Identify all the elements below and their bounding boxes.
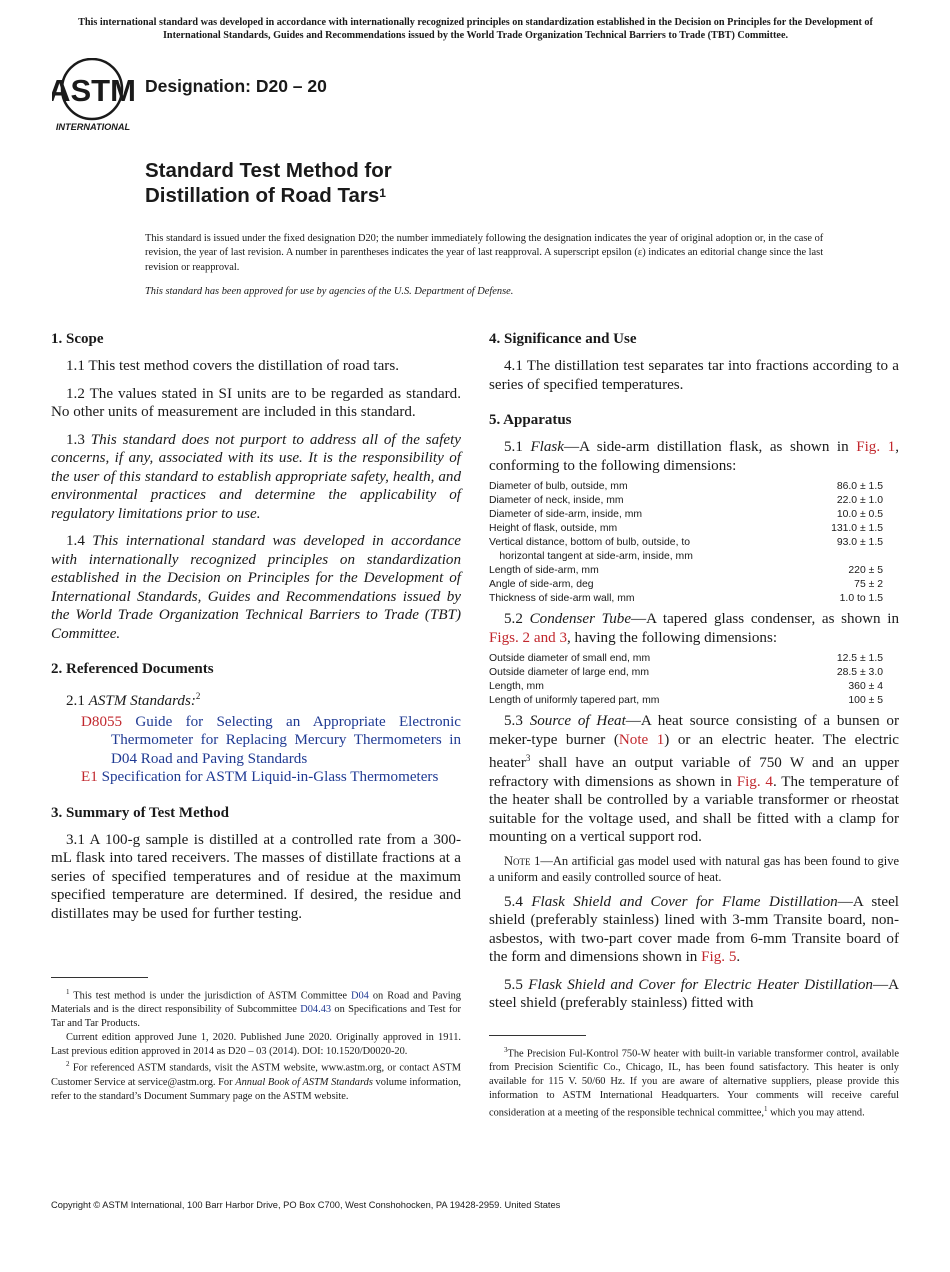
- footnote-1-edition: Current edition approved June 1, 2020. Published June 2020. Originally approved in 1911. Last previous edition approved in 2014 as D20 – 03 (2014). DOI: 10.1520/D0020-20.: [51, 1031, 461, 1057]
- fig-4-link[interactable]: Fig. 4: [736, 773, 773, 790]
- paragraph: 4.1 The distillation test separates tar into fractions according to a series of specified temperatures.: [489, 358, 899, 393]
- paragraph: 1.3 This standard does not purport to address all of the safety concerns, if any, associated with its use. It is the responsibility of the user of this standard to establish appropriate safety, health, and environmental practices and determine the applicability of regulatory limitations prior to use.: [51, 431, 461, 522]
- note-1-link[interactable]: Note 1: [618, 731, 665, 748]
- dimension-row: [489, 508, 899, 522]
- section-scope: [51, 330, 461, 643]
- dimension-value: 220 ± 5: [848, 565, 883, 576]
- paragraph: 1.2 The values stated in SI units are to be regarded as standard. No other units of measurement are included in this standard.: [51, 385, 461, 420]
- right-column: [489, 330, 899, 1013]
- paragraph: 1.4 This international standard was developed in accordance with internationally recognized principles on standardization established in the Decision on Principles for the Development of International Standards, Guides and Recommendations issued by the World Trade Organization Technical Barriers to Trade (TBT) Committee.: [51, 533, 461, 642]
- note-1: Note 1—An artificial gas model used with natural gas has been found to give a uniform and easily controlled source of heat.: [489, 853, 899, 884]
- title-line-1: Standard Test Method for: [145, 159, 392, 182]
- logo-letters: ASTM: [52, 73, 134, 108]
- dimension-value: 93.0 ± 1.5: [836, 537, 883, 548]
- paragraph: 5.4 Flask Shield and Cover for Flame Distillation—A steel shield (preferably stainless) lined with 3-mm Transite board, non-asbestos, with two-part cover made from 6-mm Transite board of the form and dimensions shown in Fig. 5.: [489, 893, 899, 966]
- dimension-row: [489, 680, 899, 694]
- dimension-label: Length, mm: [489, 681, 544, 692]
- title-footnote-mark: 1: [379, 186, 386, 200]
- dimension-row: [489, 592, 899, 606]
- title-line-2: Distillation of Road Tars$^1$: [145, 184, 386, 207]
- fig-1-link[interactable]: Fig. 1: [856, 439, 896, 455]
- dimension-label: Diameter of side-arm, inside, mm: [489, 509, 643, 520]
- astm-logo: [52, 58, 134, 134]
- dimension-label: Thickness of side-arm wall, mm: [489, 593, 635, 604]
- footnote-rule: [51, 977, 148, 978]
- footnote-2: $^2$ For referenced ASTM standards, visit the ASTM website, www.astm.org, or contact ASTM Customer Service at service@astm.org. For Annual Book of ASTM Standards volume information, refer to the standard’s Document Summary page on the ASTM website.: [51, 1060, 461, 1102]
- d04-43-link[interactable]: D04.43: [300, 1004, 332, 1016]
- dimension-row: [489, 480, 899, 494]
- dimension-value: 75 ± 2: [854, 579, 883, 590]
- section-apparatus: [489, 411, 899, 1013]
- dimension-label: Length of uniformly tapered part, mm: [489, 695, 660, 706]
- footnote-3: $^3$The Precision Ful-Kontrol 750-W heater with built-in variable transformer control, available from Precision Scientific Co., Chicago, IL, has been found satisfactory. This heater is only available for 115 V. 50/60 Hz. If you are aware of alternative suppliers, please provide this information to ASTM International Headquarters. Your comments will receive careful consideration at a meeting of the responsible technical committee,$^1$ which you may attend.: [489, 1046, 899, 1119]
- footnote-1: $^1$ This test method is under the jurisdiction of ASTM Committee D04 on Road and Paving Materials and is the direct responsibility of Subcommittee D04.43 on Specifications and Test for Tar and Tar Products.: [51, 988, 461, 1030]
- footnotes-right: [489, 1035, 899, 1120]
- dimension-value: 10.0 ± 0.5: [836, 509, 883, 520]
- dimension-row: [489, 536, 899, 550]
- dimension-label: Length of side-arm, mm: [489, 565, 599, 576]
- page-title: [145, 158, 392, 208]
- dimension-value: 360 ± 4: [848, 681, 883, 692]
- dimension-row: [489, 578, 899, 592]
- dimension-value: 1.0 to 1.5: [839, 593, 883, 604]
- dimension-row: [489, 564, 899, 578]
- reference-e1[interactable]: E1 Specification for ASTM Liquid-in-Glass Thermometers: [81, 769, 439, 786]
- dimension-label: Outside diameter of large end, mm: [489, 667, 649, 678]
- dimension-value: 100 ± 5: [848, 695, 883, 706]
- dimension-row: [489, 666, 899, 680]
- dimension-row: [489, 694, 899, 708]
- dimension-value: 12.5 ± 1.5: [836, 653, 883, 664]
- dimension-label: Height of flask, outside, mm: [489, 523, 618, 534]
- dimension-label: horizontal tangent at side-arm, inside, mm: [489, 551, 693, 562]
- dimension-label: Vertical distance, bottom of bulb, outside, to: [489, 537, 691, 548]
- section-heading: 4. Significance and Use: [489, 331, 637, 347]
- wto-notice: This international standard was developed in accordance with internationally recognized principles on standardization established in the Decision on Principles for the Development of International Standards, Guides and Recommendations issued by the World Trade Organization Technical Barriers to Trade (TBT) Committee.: [78, 17, 873, 41]
- dimension-row: [489, 652, 899, 666]
- dimension-row: [489, 522, 899, 536]
- dimension-value: 28.5 ± 3.0: [836, 667, 883, 678]
- designation: Designation: D20 – 20: [145, 76, 327, 96]
- paragraph: 1.1 This test method covers the distillation of road tars.: [66, 358, 399, 374]
- paragraph: 2.1 ASTM Standards:$^2$: [66, 691, 201, 710]
- dimension-value: [797, 550, 899, 564]
- dimension-value: 86.0 ± 1.5: [836, 481, 883, 492]
- fig-5-link[interactable]: Fig. 5: [701, 949, 737, 966]
- dimension-label: Diameter of neck, inside, mm: [489, 495, 624, 506]
- footnotes-left: [51, 977, 461, 1103]
- dimension-label: Outside diameter of small end, mm: [489, 653, 651, 664]
- dimension-label: Angle of side-arm, deg: [489, 579, 594, 590]
- dod-approval-note: This standard has been approved for use by agencies of the U.S. Department of Defense.: [145, 286, 514, 297]
- section-summary: [51, 804, 461, 924]
- paragraph: 5.1 Flask—A side-arm distillation flask, as shown in Fig. 1, conforming to the following dimensions:: [489, 439, 900, 474]
- section-heading: 3. Summary of Test Method: [51, 804, 229, 821]
- paragraph: 3.1 A 100-g sample is distilled at a controlled rate from a 300-mL flask into tared receivers. The masses of distillate fractions at a series of specified temperatures and of residue at the maximum specified temperature are determined. If desired, the residue and distillates may be used for further testing.: [51, 831, 461, 922]
- issuance-statement: This standard is issued under the fixed designation D20; the number immediately following the designation indicates the year of original adoption or, in the case of revision, the year of last revision. A number in parentheses indicates the year of last reapproval. A superscript epsilon (ε) indicates an editorial change since the last revision or reapproval.: [145, 233, 824, 273]
- section-heading: 2. Referenced Documents: [51, 661, 214, 677]
- paragraph: 5.3 Source of Heat—A heat source consisting of a bunsen or meker-type burner (Note 1) or an electric heater. The electric heater$^3$ shall have an output variable of 750 W and an upper refractory with dimensions as shown in Fig. 4. The temperature of the heater shall be controlled by a variable transformer or rheostat suitable for the voltage used, and shall be fitted with a clamp for mounting on a vertical support rod.: [489, 713, 900, 846]
- dimension-label: Diameter of bulb, outside, mm: [489, 481, 628, 492]
- section-referenced-documents: [51, 660, 461, 787]
- paragraph: 5.5 Flask Shield and Cover for Electric Heater Distillation—A steel shield (preferably stainless) fitted with: [489, 976, 899, 1012]
- dimension-row: [489, 550, 899, 564]
- dimension-value: 131.0 ± 1.5: [831, 523, 883, 534]
- copyright-footer: Copyright © ASTM International, 100 Barr Harbor Drive, PO Box C700, West Conshohocken, PA 19428-2959. United States: [51, 1200, 561, 1210]
- paragraph: 5.2 Condenser Tube—A tapered glass condenser, as shown in Figs. 2 and 3, having the following dimensions:: [489, 611, 900, 646]
- logo-org: INTERNATIONAL: [55, 122, 131, 132]
- figs-2-3-link[interactable]: Figs. 2 and 3: [489, 629, 567, 646]
- left-column: [51, 330, 461, 940]
- dimension-row: [489, 494, 899, 508]
- flask-dimensions-table: [489, 480, 899, 606]
- footnote-rule: [489, 1035, 586, 1036]
- section-heading: 5. Apparatus: [489, 412, 572, 428]
- section-heading: 1. Scope: [51, 331, 104, 347]
- dimension-value: 22.0 ± 1.0: [836, 495, 883, 506]
- section-significance: [489, 330, 899, 394]
- reference-d8055[interactable]: D8055 Guide for Selecting an Appropriate Electronic Thermometer for Replacing Mercury Thermometers in D04 Road and Paving Standards: [81, 713, 461, 767]
- condenser-dimensions-table: [489, 652, 899, 708]
- d04-link[interactable]: D04: [350, 990, 369, 1002]
